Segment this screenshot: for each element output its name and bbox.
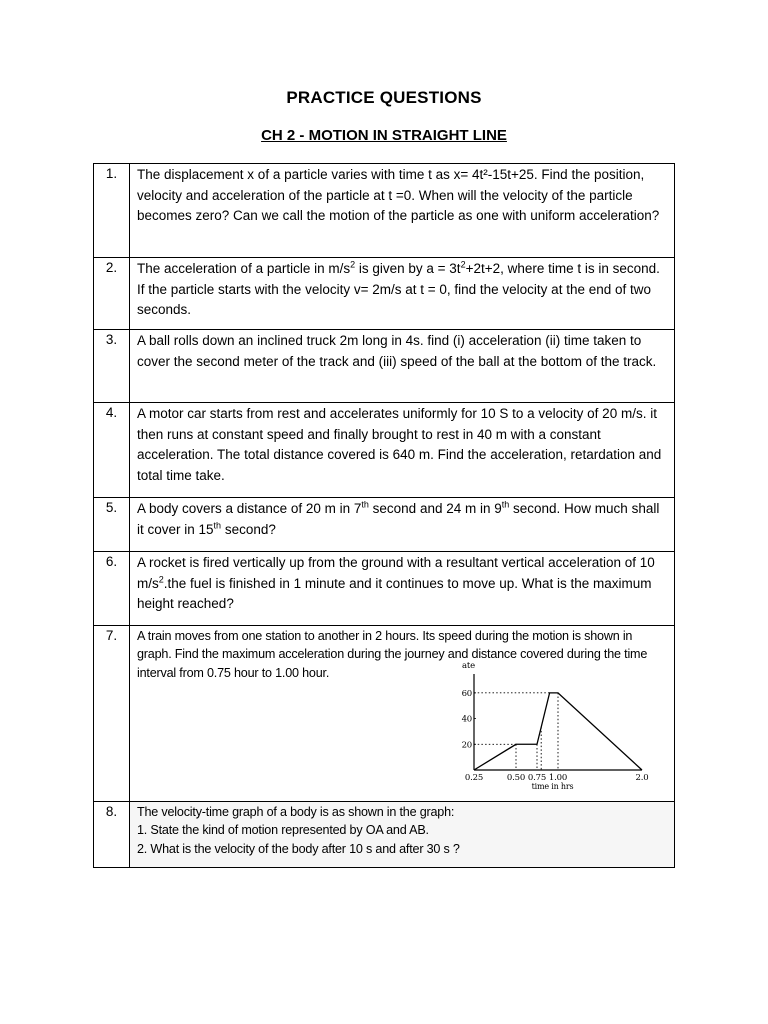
chart-ticks xyxy=(462,662,649,791)
y-tick-label: 40 xyxy=(461,714,472,725)
question-text: A body covers a distance of 20 m in 7th second and 24 m in 9th second. How much shall it cover in 15th second? xyxy=(130,498,675,552)
question-number: 2. xyxy=(94,258,130,330)
question-number: 1. xyxy=(94,164,130,258)
y-tick-label: 20 xyxy=(461,740,472,751)
question-row xyxy=(94,552,675,626)
question-row xyxy=(94,330,675,403)
question-line: The velocity-time graph of a body is as shown in the graph: xyxy=(137,805,455,819)
question-row xyxy=(94,164,675,258)
question-text xyxy=(130,802,675,868)
question-cell xyxy=(130,626,675,802)
x-tick-label: 2.0 xyxy=(635,773,649,783)
question-row xyxy=(94,403,675,498)
y-axis-label: ate xyxy=(462,662,475,671)
x-tick-label: 0.25 xyxy=(464,773,484,783)
chapter-heading: CH 2 - MOTION IN STRAIGHT LINE xyxy=(261,127,507,144)
speed-time-graph xyxy=(446,662,666,797)
question-text: A train moves from one station to another in 2 hours. Its speed during the motion is shown in graph. Find the maximum acceleration during the journey and distance covered during the time interval from 0.75 hour to 1.00 hour. xyxy=(137,629,648,680)
question-row xyxy=(94,802,675,868)
question-line: 1. State the kind of motion represented by OA and AB. xyxy=(137,823,429,838)
question-row xyxy=(94,626,675,802)
question-text: The displacement x of a particle varies with time t as x= 4t²-15t+25. Find the position, velocity and acceleration of the particle at t =0. When will the velocity of the particle becomes zero? Can we call the motion of the particle as one with uniform acceleration? xyxy=(130,164,675,258)
question-number: 7. xyxy=(94,626,130,802)
question-text: A motor car starts from rest and accelerates uniformly for 10 S to a velocity of 20 m/s. it then runs at constant speed and finally brought to rest in 40 m with a constant acceleration. The total distance covered is 640 m. Find the acceleration, retardation and total time take. xyxy=(130,403,675,498)
y-tick-label: 60 xyxy=(461,688,472,699)
question-row xyxy=(94,498,675,552)
x-axis-label: time in hrs xyxy=(531,782,574,791)
chart-guides xyxy=(474,693,558,770)
question-text: A rocket is fired vertically up from the ground with a resultant vertical acceleration of 10 $m/s^2.the$ fuel is finished in 1 minute and it continues to move up. What is the maximum height reached? xyxy=(130,552,675,626)
question-number: 3. xyxy=(94,330,130,403)
questions-table xyxy=(93,163,675,868)
question-number: 5. xyxy=(94,498,130,552)
page-title: PRACTICE QUESTIONS xyxy=(286,88,482,107)
x-tick-label: 1.00 xyxy=(548,773,568,783)
question-text: A ball rolls down an inclined truck 2m long in 4s. find (i) acceleration (ii) time taken to cover the second meter of the track and (iii) speed of the ball at the bottom of the track. xyxy=(130,330,675,403)
question-text: The acceleration of a particle in $m/s^2$ is given by $a = 3t^2+2t+2$, where time t is in second. If the particle starts with the velocity v= 2m/s at t = 0, find the velocity at the end of two seconds. xyxy=(130,258,675,330)
question-number: 6. xyxy=(94,552,130,626)
question-line: 2. What is the velocity of the body after 10 s and after 30 s ? xyxy=(137,841,460,856)
question-row xyxy=(94,258,675,330)
question-number: 8. xyxy=(94,802,130,868)
question-number: 4. xyxy=(94,403,130,498)
x-tick-label: 0.75 xyxy=(527,773,547,783)
chart-axes xyxy=(474,674,642,770)
x-tick-label: 0.50 xyxy=(506,773,526,783)
